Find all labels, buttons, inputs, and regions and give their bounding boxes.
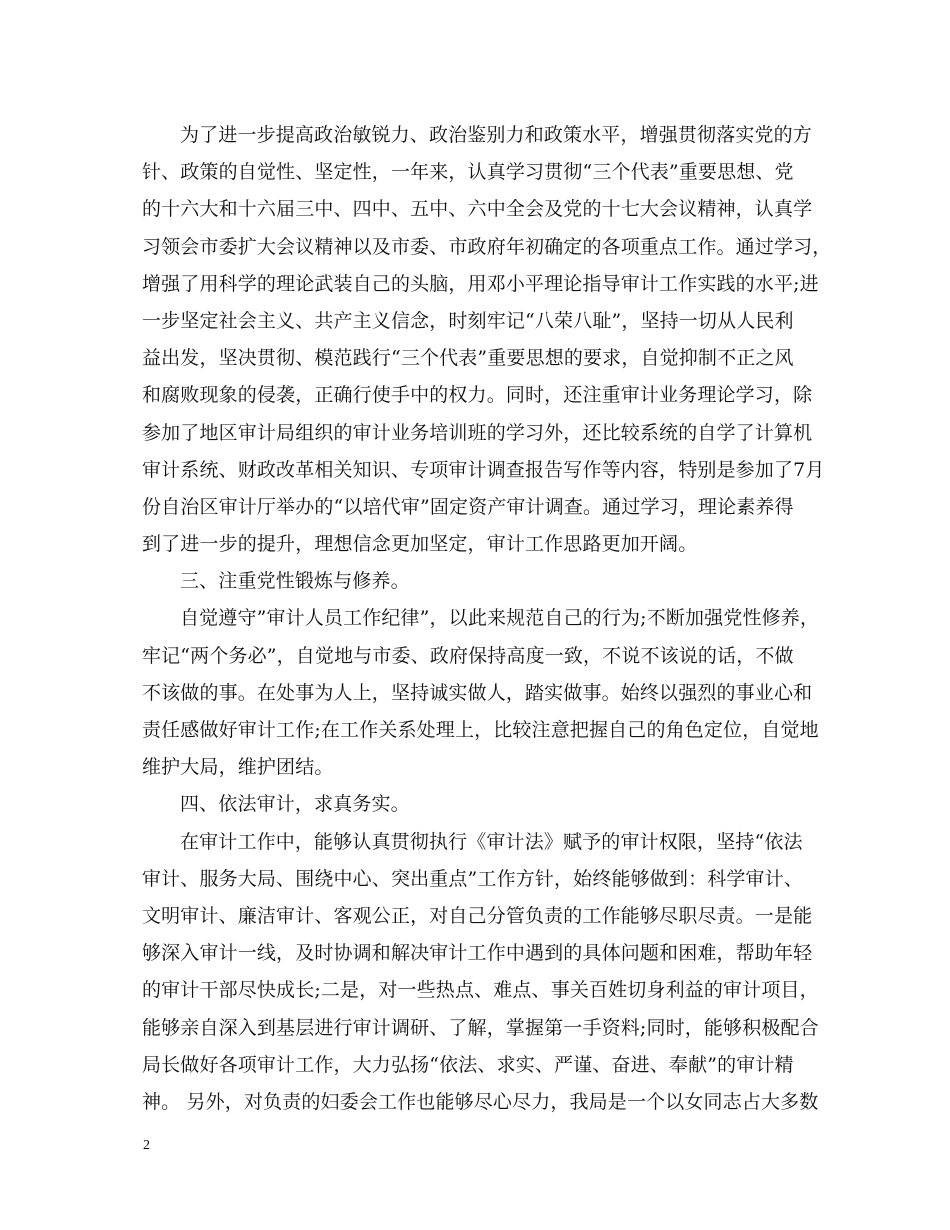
paragraph-line: 份自治区审计厅举办的“以培代审”固定资产审计调查。通过学习，理论素养得	[142, 495, 794, 518]
paragraph-line: 到了进一步的提升，理想信念更加坚定，审计工作思路更加开阔。	[142, 533, 698, 556]
paragraph-line: 益出发，坚决贯彻、模范践行“三个代表”重要思想的要求，自觉抑制不正之风	[142, 347, 794, 370]
paragraph-line: 审计、服务大局、围绕中心、突出重点”工作方针，始终能够做到：科学审计、	[142, 867, 803, 890]
paragraph-line: 自觉遵守”审计人员工作纪律”，以此来规范自己的行为;不断加强党性修养，	[180, 607, 820, 630]
paragraph-line: 能够亲自深入到基层进行审计调研、了解，掌握第一手资料;同时，能够积极配合	[142, 1016, 819, 1039]
section-heading: 三、注重党性锻炼与修养。	[180, 570, 410, 593]
section-heading: 四、依法审计，求真务实。	[180, 793, 410, 816]
paragraph-line: 一步坚定社会主义、共产主义信念，时刻牢记“八荣八耻”，坚持一切从人民利	[142, 309, 794, 332]
paragraph-line: 不该做的事。在处事为人上，坚持诚实做人，踏实做事。始终以强烈的事业心和	[142, 681, 813, 704]
paragraph-line: 习领会市委扩大会议精神以及市委、市政府年初确定的各项重点工作。通过学习，	[142, 235, 832, 258]
paragraph-line: 神。 另外，对负责的妇委会工作也能够尽心尽力，我局是一个以女同志占大多数	[142, 1090, 819, 1113]
paragraph-line: 的十六大和十六届三中、四中、五中、六中全会及党的十七大会议精神，认真学	[142, 198, 813, 221]
paragraph-line: 责任感做好审计工作;在工作关系处理上，比较注意把握自己的角色定位，自觉地	[142, 719, 819, 741]
paragraph-line: 维护大局，维护团结。	[142, 756, 334, 779]
paragraph-line: 够深入审计一线，及时协调和解决审计工作中遇到的具体问题和困难，帮助年轻	[142, 942, 813, 965]
paragraph-line: 针、政策的自觉性、坚定性，一年来，认真学习贯彻“三个代表”重要思想、党	[142, 161, 794, 184]
paragraph-line: 审计系统、财政改革相关知识、专项审计调查报告写作等内容，特别是参加了7月	[142, 458, 825, 481]
paragraph-line: 局长做好各项审计工作，大力弘扬“依法、求实、严谨、奋进、奉献”的审计精	[142, 1053, 794, 1076]
paragraph-line: 和腐败现象的侵袭，正确行使手中的权力。同时，还注重审计业务理论学习，除	[142, 384, 813, 407]
document-body	[142, 117, 832, 1121]
paragraph-line: 牢记“两个务必”，自觉地与市委、政府保持高度一致，不说不该说的话，不做	[142, 644, 794, 667]
paragraph-line: 在审计工作中，能够认真贯彻执行《审计法》赋予的审计权限，坚持“依法	[180, 830, 803, 853]
page-number: 2	[143, 1138, 150, 1153]
paragraph-line: 为了进一步提高政治敏锐力、政治鉴别力和政策水平，增强贯彻落实党的方	[180, 124, 812, 146]
paragraph-line: 文明审计、廉洁审计、客观公正，对自己分管负责的工作能够尽职尽责。一是能	[142, 904, 813, 927]
paragraph-line: 参加了地区审计局组织的审计业务培训班的学习外，还比较系统的自学了计算机	[142, 421, 813, 444]
paragraph-line: 增强了用科学的理论武装自己的头脑，用邓小平理论指导审计工作实践的水平;进	[142, 272, 819, 295]
paragraph-line: 的审计干部尽快成长;二是，对一些热点、难点、事关百姓切身利益的审计项目，	[142, 979, 819, 1002]
